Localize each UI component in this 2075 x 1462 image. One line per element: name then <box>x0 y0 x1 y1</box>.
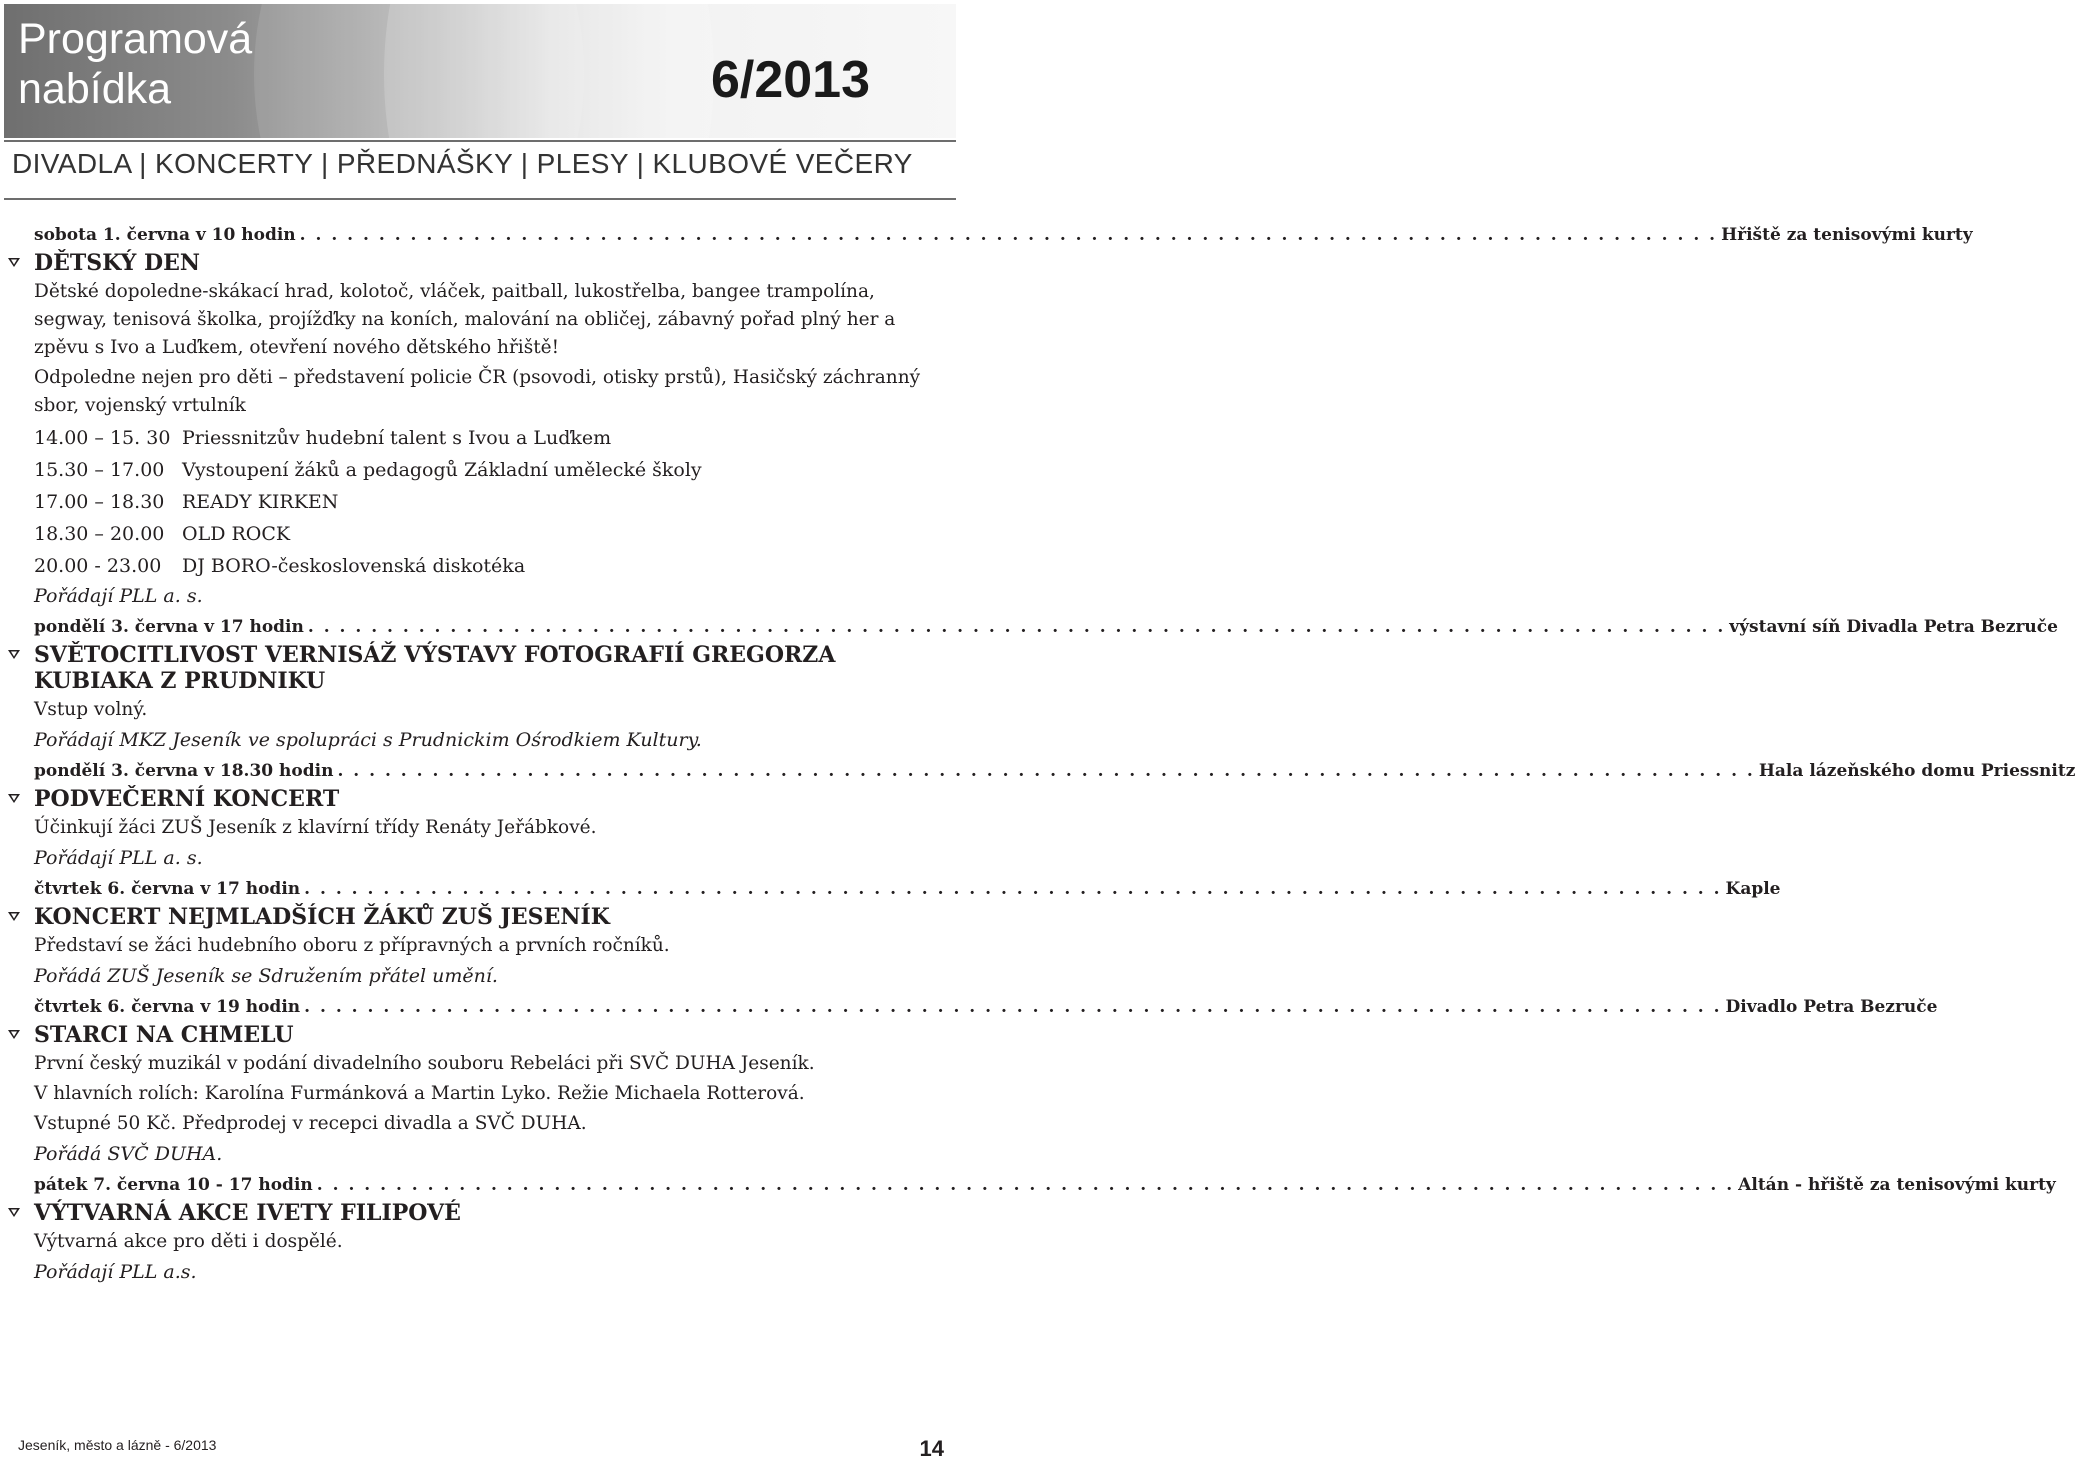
event-item <box>34 758 2075 872</box>
event-item <box>34 1172 2056 1286</box>
schedule-row <box>34 422 950 454</box>
event-date: pondělí 3. června v 18.30 hodin <box>34 761 334 781</box>
event-title-text: STARCI NA CHMELU <box>34 1022 294 1048</box>
event-item <box>34 876 1781 990</box>
event-title-text: PODVEČERNÍ KONCERT <box>34 786 340 812</box>
event-description: První český muzikál v podání divadelního souboru Rebeláci při SVČ DUHA Jeseník. <box>34 1053 815 1074</box>
event-description: Dětské dopoledne-skákací hrad, kolotoč, vláček, paitball, lukostřelba, bangee trampolína, segway, tenisová školka, projížďky na koních, malování na obličej, zábavný pořad plný her a zpěvu s Ivo a Luďkem, otevření nového dětského hřiště! <box>34 281 896 358</box>
event-venue: Kaple <box>1725 879 1781 899</box>
event-title-text: DĚTSKÝ DEN <box>34 250 200 276</box>
dot-leader: . . . . . . . . . . . . . . . . . . . . . . . . . . . . . . . . . . . . . . . . . . . . . . . . . . . . . . . . . . . . . . . . . . . . . . . . . . . . . . . . . . . . . . . . . . <box>316 1175 1735 1195</box>
event-venue: Altán - hřiště za tenisovými kurty <box>1738 1175 2056 1195</box>
event-title <box>34 786 950 812</box>
dot-leader: . . . . . . . . . . . . . . . . . . . . . . . . . . . . . . . . . . . . . . . . . . . . . . . . . . . . . . . . . . . . . . . . . . . . . . . . . . . . . . . . . . . . . . . . . . <box>337 761 1755 781</box>
schedule-performer: DJ BORO-československá diskotéka <box>182 555 526 577</box>
schedule-row <box>34 486 950 518</box>
event-description: Odpoledne nejen pro děti – představení policie ČR (psovodi, otisky prstů), Hasičský záchranný sbor, vojenský vrtulník <box>34 367 921 416</box>
header-banner <box>4 4 956 138</box>
event-title <box>34 1200 950 1226</box>
schedule-performer: Vystoupení žáků a pedagogů Základní umělecké školy <box>182 459 702 481</box>
page-title: Programová nabídka <box>18 15 253 113</box>
event-description: Účinkují žáci ZUŠ Jeseník z klavírní třídy Renáty Jeřábkové. <box>34 817 597 838</box>
event-title <box>34 904 950 930</box>
schedule-performer: Priessnitzův hudební talent s Ivou a Luďkem <box>182 427 612 449</box>
event-title <box>34 250 950 276</box>
event-organizer: Pořádají PLL a. s. <box>34 585 203 607</box>
event-item <box>34 614 2058 754</box>
event-description: V hlavních rolích: Karolína Furmánková a Martin Lyko. Režie Michaela Rotterová. <box>34 1083 805 1104</box>
event-title <box>34 642 950 694</box>
schedule-row <box>34 550 950 582</box>
event-date: čtvrtek 6. června v 19 hodin <box>34 997 301 1017</box>
event-item <box>34 222 1973 610</box>
event-date: sobota 1. června v 10 hodin <box>34 225 296 245</box>
event-meta <box>34 614 2058 640</box>
event-description: Představí se žáci hudebního oboru z přípravných a prvních ročníků. <box>34 935 670 956</box>
event-title-text: KONCERT NEJMLADŠÍCH ŽÁKŮ ZUŠ JESENÍK <box>34 904 610 930</box>
event-venue: Divadlo Petra Bezruče <box>1725 997 1938 1017</box>
event-meta <box>34 994 1938 1020</box>
schedule-row <box>34 518 950 550</box>
schedule-row <box>34 454 950 486</box>
bullet-marker-icon <box>7 257 21 268</box>
event-description: Vstup volný. <box>34 699 148 720</box>
bullet-marker-icon <box>7 793 21 804</box>
page-number: 14 <box>919 1436 944 1461</box>
event-title-text: VÝTVARNÁ AKCE IVETY FILIPOVÉ <box>34 1200 461 1226</box>
event-list <box>34 222 2075 1290</box>
dot-leader: . . . . . . . . . . . . . . . . . . . . . . . . . . . . . . . . . . . . . . . . . . . . . . . . . . . . . . . . . . . . . . . . . . . . . . . . . . . . . . . . . . . . . . . . . . <box>304 879 1722 899</box>
event-meta <box>34 758 2075 784</box>
issue-number: 6/2013 <box>710 51 870 109</box>
event-date: pondělí 3. června v 17 hodin <box>34 617 304 637</box>
schedule-performer: READY KIRKEN <box>182 491 339 513</box>
dot-leader: . . . . . . . . . . . . . . . . . . . . . . . . . . . . . . . . . . . . . . . . . . . . . . . . . . . . . . . . . . . . . . . . . . . . . . . . . . . . . . . . . . . . . . . . . . <box>304 997 1722 1017</box>
event-description: Vstupné 50 Kč. Předprodej v recepci divadla a SVČ DUHA. <box>34 1113 587 1134</box>
event-meta <box>34 1172 2056 1198</box>
dot-leader: . . . . . . . . . . . . . . . . . . . . . . . . . . . . . . . . . . . . . . . . . . . . . . . . . . . . . . . . . . . . . . . . . . . . . . . . . . . . . . . . . . . . . . . . . . <box>299 225 1718 245</box>
divider <box>4 198 956 200</box>
event-title <box>34 1022 950 1048</box>
event-venue: výstavní síň Divadla Petra Bezruče <box>1729 617 2058 637</box>
schedule-time: 15.30 – 17.00 <box>34 459 165 481</box>
event-organizer: Pořádají PLL a.s. <box>34 1261 197 1283</box>
event-description: Výtvarná akce pro děti i dospělé. <box>34 1231 343 1252</box>
event-meta <box>34 876 1781 902</box>
event-date: pátek 7. června 10 - 17 hodin <box>34 1175 313 1195</box>
event-venue: Hřiště za tenisovými kurty <box>1721 225 1973 245</box>
event-date: čtvrtek 6. června v 17 hodin <box>34 879 301 899</box>
event-venue: Hala lázeňského domu Priessnitz <box>1758 761 2075 781</box>
event-organizer: Pořádá ZUŠ Jeseník se Sdružením přátel umění. <box>34 965 498 987</box>
footer-publication: Jeseník, město a lázně - 6/2013 <box>18 1437 217 1453</box>
schedule-time: 17.00 – 18.30 <box>34 491 165 513</box>
bullet-marker-icon <box>7 911 21 922</box>
event-organizer: Pořádá SVČ DUHA. <box>34 1143 223 1165</box>
divider <box>4 140 956 142</box>
bullet-marker-icon <box>7 649 21 660</box>
event-title-text: SVĚTOCITLIVOST VERNISÁŽ VÝSTAVY FOTOGRAFIÍ GREGORZA KUBIAKA Z PRUDNIKU <box>34 642 836 694</box>
dot-leader: . . . . . . . . . . . . . . . . . . . . . . . . . . . . . . . . . . . . . . . . . . . . . . . . . . . . . . . . . . . . . . . . . . . . . . . . . . . . . . . . . . . . . . . . . . <box>307 617 1726 637</box>
event-organizer: Pořádají MKZ Jeseník ve spolupráci s Prudnickim Ośrodkiem Kultury. <box>34 729 702 751</box>
bullet-marker-icon <box>7 1029 21 1040</box>
event-meta <box>34 222 1973 248</box>
category-bar: DIVADLA | KONCERTY | PŘEDNÁŠKY | PLESY | KLUBOVÉ VEČERY <box>12 148 913 179</box>
event-organizer: Pořádají PLL a. s. <box>34 847 203 869</box>
event-item <box>34 994 1938 1168</box>
schedule-time: 20.00 - 23.00 <box>34 555 162 577</box>
bullet-marker-icon <box>7 1207 21 1218</box>
schedule-performer: OLD ROCK <box>182 523 291 545</box>
schedule-time: 14.00 – 15. 30 <box>34 427 171 449</box>
schedule-time: 18.30 – 20.00 <box>34 523 165 545</box>
